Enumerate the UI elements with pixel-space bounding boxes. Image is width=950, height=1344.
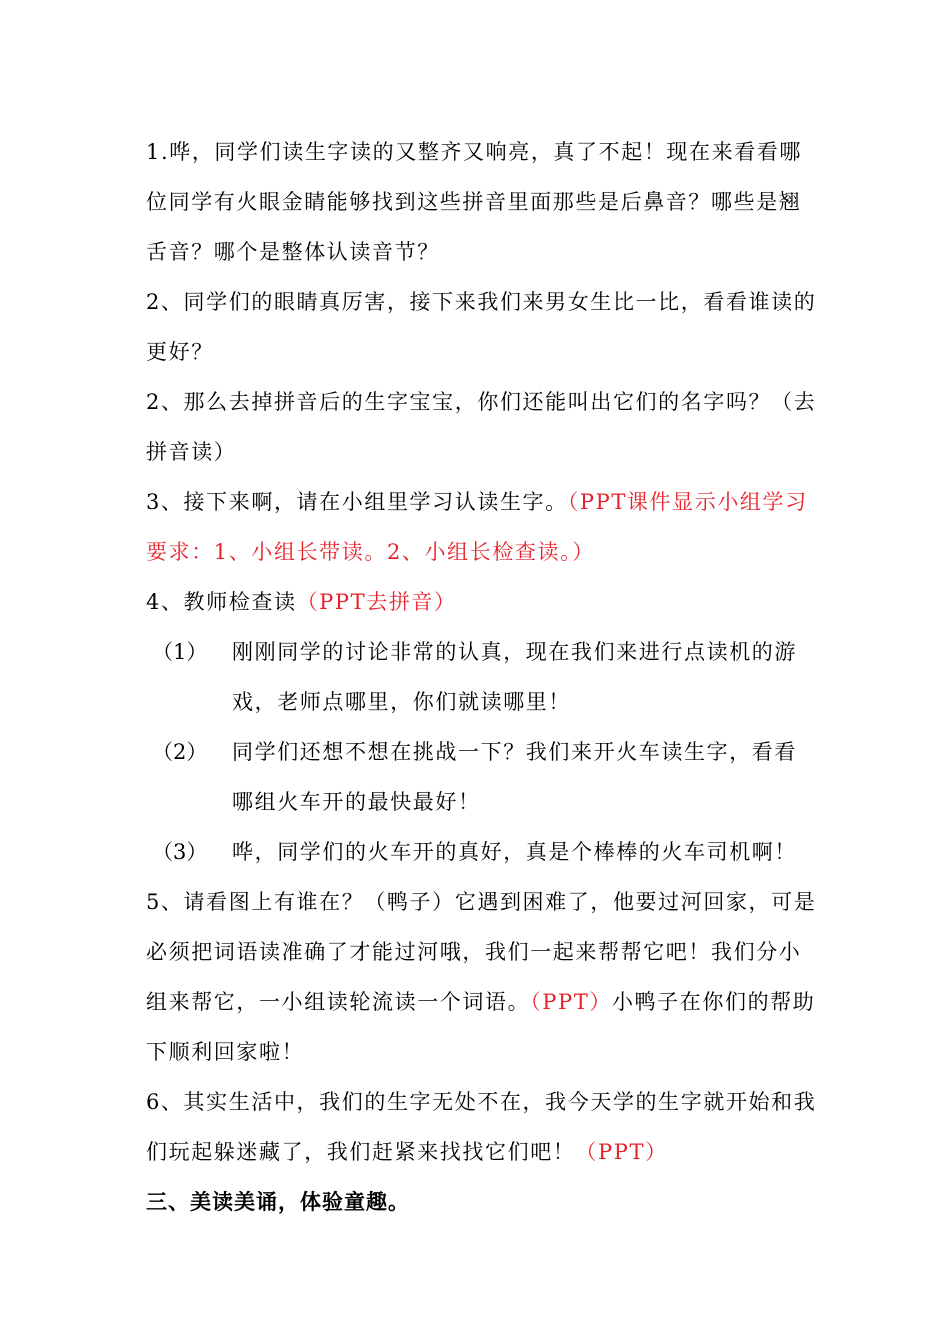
sub-item-2-marker: （2） — [152, 740, 208, 764]
sub-item-1-marker: （1） — [152, 640, 208, 664]
paragraph-2-line-1: 2、同学们的眼睛真厉害，接下来我们来男女生比一比，看看谁读的 — [146, 290, 817, 314]
paragraph-5-line-1 — [146, 588, 457, 616]
sub-item-2-line-2: 哪组火车开的最快最好！ — [232, 790, 481, 814]
paragraph-5-text: 4、教师检查读 — [146, 590, 297, 614]
paragraph-6-line-2: 必须把词语读准确了才能过河哦，我们一起来帮帮它吧！我们分小 — [146, 940, 802, 964]
paragraph-6-line-1: 5、请看图上有谁在？（鸭子）它遇到困难了，他要过河回家，可是 — [146, 890, 817, 914]
ppt-note: （PPT去拼音） — [296, 590, 457, 614]
paragraph-4-line-1 — [146, 488, 808, 516]
paragraph-3-line-2: 拼音读） — [146, 440, 237, 464]
paragraph-1-line-2: 位同学有火眼金睛能够找到这些拼音里面那些是后鼻音？哪些是翘 — [146, 190, 802, 214]
paragraph-7-line-1: 6、其实生活中，我们的生字无处不在，我今天学的生字就开始和我 — [146, 1090, 817, 1114]
paragraph-2-line-2: 更好？ — [146, 340, 214, 364]
ppt-note: （PPT课件显示小组学习 — [567, 490, 808, 514]
paragraph-6-text: 组来帮它，一小组读轮流读一个词语。 — [146, 990, 531, 1014]
sub-item-3-line-1: 哗，同学们的火车开的真好，真是个棒棒的火车司机啊！ — [232, 840, 797, 864]
paragraph-3-line-1: 2、那么去掉拼音后的生字宝宝，你们还能叫出它们的名字吗？（去 — [146, 390, 817, 414]
ppt-note: （PPT） — [575, 1140, 668, 1164]
paragraph-7-text: 们玩起躲迷藏了，我们赶紧来找找它们吧！ — [146, 1140, 576, 1164]
ppt-note: （PPT） — [530, 990, 612, 1014]
paragraph-6-line-4: 下顺利回家啦！ — [146, 1040, 305, 1064]
sub-item-1-line-1: 刚刚同学的讨论非常的认真，现在我们来进行点读机的游 — [232, 640, 797, 664]
paragraph-7-line-2 — [146, 1138, 668, 1166]
sub-item-3-marker: （3） — [152, 840, 208, 864]
paragraph-6-text-cont: 小鸭子在你们的帮助 — [611, 990, 816, 1014]
paragraph-4-line-2: 要求：1、小组长带读。2、小组长检查读。） — [146, 540, 595, 564]
paragraph-6-line-3 — [146, 988, 815, 1016]
paragraph-4-text: 3、接下来啊，请在小组里学习认读生字。 — [146, 490, 568, 514]
paragraph-1-line-3: 舌音？哪个是整体认读音节？ — [146, 240, 440, 264]
sub-item-1-line-2: 戏，老师点哪里，你们就读哪里！ — [232, 690, 571, 714]
sub-item-2-line-1: 同学们还想不想在挑战一下？我们来开火车读生字，看看 — [232, 740, 797, 764]
paragraph-1-line-1: 1.哗，同学们读生字读的又整齐又响亮，真了不起！现在来看看哪 — [146, 140, 803, 164]
section-heading: 三、美读美诵，体验童趣。 — [146, 1189, 410, 1214]
